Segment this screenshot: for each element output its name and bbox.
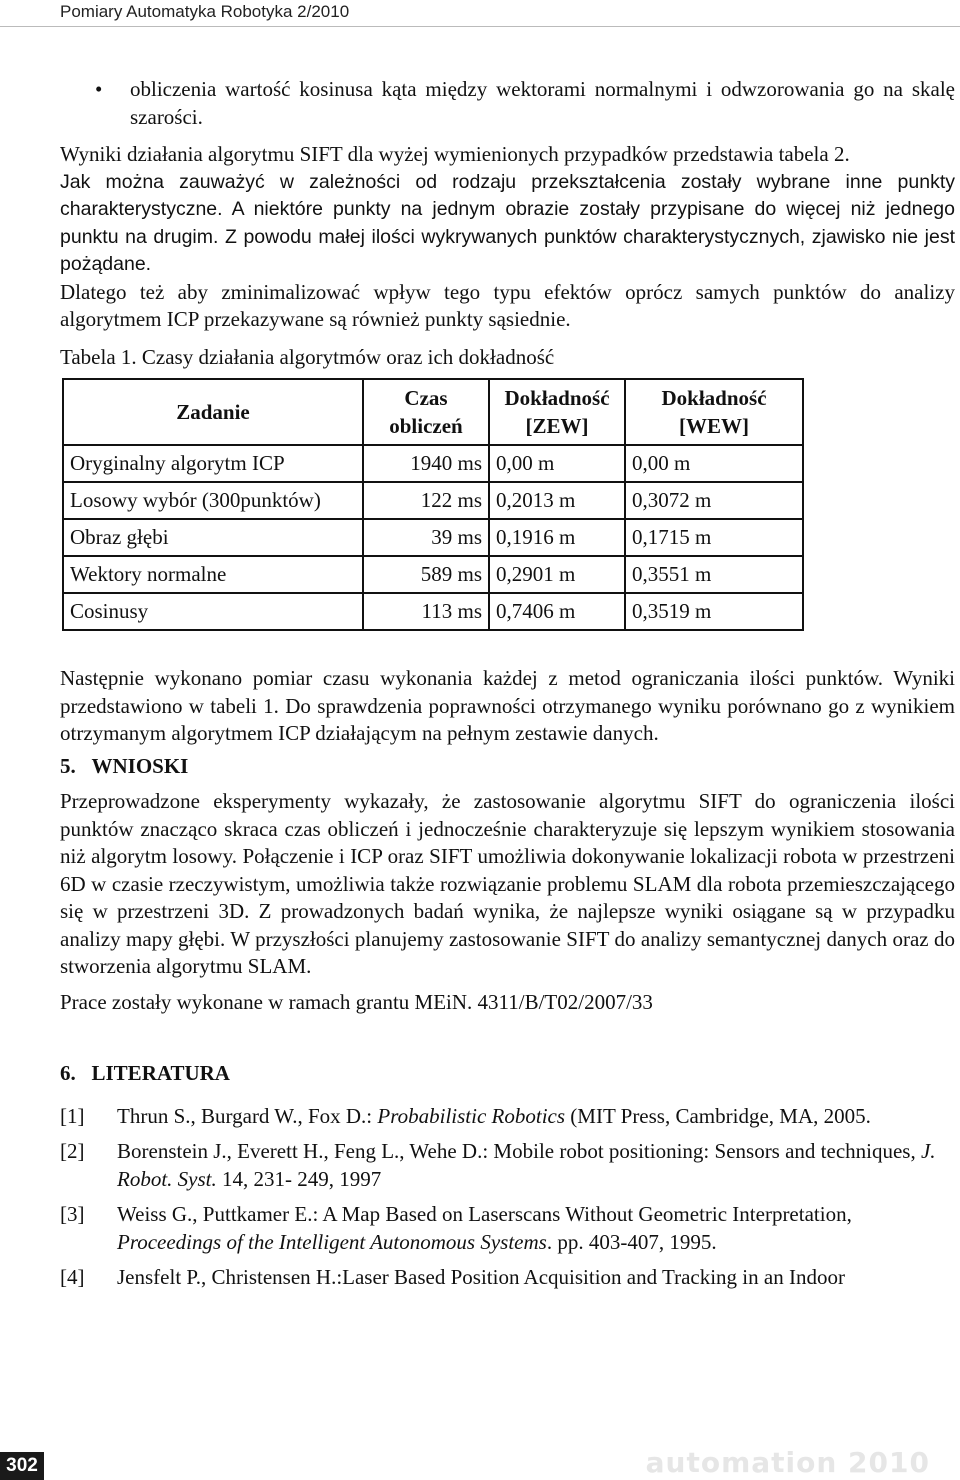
table-cell: 0,3072 m xyxy=(625,482,803,519)
bullet-item xyxy=(60,76,955,131)
table-row xyxy=(63,519,803,556)
table-cell: 0,00 m xyxy=(489,445,625,482)
table-cell: Oryginalny algorytm ICP xyxy=(63,445,363,482)
section-title: WNIOSKI xyxy=(91,753,189,778)
table-cell: 0,3519 m xyxy=(625,593,803,630)
reference-item xyxy=(60,1264,955,1292)
section-number: 6. xyxy=(60,1061,76,1085)
table-cell: 0,1715 m xyxy=(625,519,803,556)
table-caption: Tabela 1. Czasy działania algorytmów oraz ich dokładność xyxy=(60,344,555,369)
reference-title: Probabilistic Robotics xyxy=(377,1103,566,1128)
table-cell: 0,00 m xyxy=(625,445,803,482)
table-cell: 122 ms xyxy=(363,482,489,519)
reference-number: [1] xyxy=(60,1103,85,1128)
table-cell: 39 ms xyxy=(363,519,489,556)
header-cell-accuracy-int: Dokładność [WEW] xyxy=(625,379,803,445)
section-heading-5 xyxy=(60,753,955,781)
table-cell: Wektory normalne xyxy=(63,556,363,593)
table-cell: 1940 ms xyxy=(363,445,489,482)
reference-item xyxy=(60,1201,955,1256)
reference-number: [3] xyxy=(60,1202,85,1226)
reference-number: [2] xyxy=(60,1139,85,1163)
reference-rest: (MIT Press, Cambridge, MA, 2005. xyxy=(565,1103,871,1128)
reference-authors: Thrun S., Burgard W., Fox D.: xyxy=(117,1103,378,1128)
header-cell-accuracy-ext: Dokładność [ZEW] xyxy=(489,379,625,445)
reference-item xyxy=(60,1103,955,1131)
paragraph-3: Dlatego też aby zminimalizować wpływ tego typu efektów oprócz samych punktów do analizy algorytmem ICP przekazywane są również punkty sąsiednie. xyxy=(60,279,955,331)
section-number: 5. xyxy=(60,753,76,778)
table-cell: Losowy wybór (300punktów) xyxy=(63,482,363,519)
table-header-row xyxy=(63,379,803,445)
table-cell: 0,3551 m xyxy=(625,556,803,593)
bullet-text: obliczenia wartość kosinusa kąta między wektorami normalnymi i odwzorowania go na skalę szarości. xyxy=(130,77,955,129)
paragraph-2: Jak można zauważyć w zależności od rodzaju przekształcenia zostały wybrane inne punkty charakterystyczne. A niektóre punkty na jednym obrazie zostały przypisane do więcej niż jednego punktu na drugim. Z powodu małej ilości wykrywanych punktów charakterystycznych, zjawisko nie jest pożądane. xyxy=(60,170,955,275)
reference-rest: . pp. 403-407, 1995. xyxy=(546,1229,717,1254)
bullet-icon: • xyxy=(95,77,103,101)
table-cell: 0,7406 m xyxy=(489,593,625,630)
section-title: LITERATURA xyxy=(91,1061,230,1085)
reference-authors: Weiss G., Puttkamer E.: A Map Based on Laserscans Without Geometric Interpretation, xyxy=(117,1202,852,1226)
table-row xyxy=(63,556,803,593)
paragraph-5: Przeprowadzone eksperymenty wykazały, że zastosowanie algorytmu SIFT do ograniczenia ilości punktów znacząco skraca czas obliczeń i jednocześnie charakteryzuje się lepszym wynikiem stosowania niż algorytm losowy. Połączenie i ICP oraz SIFT umożliwia dokonywanie lokalizacji robota w przestrzeni 6D w czasie rzeczywistym, umożliwia także rozwiązanie problemu SLAM dla robota przemieszczającego się w przestrzeni 3D. Z prowadzonych badań wynika, że najlepsze wyniki osiągane są w przypadku analizy mapy głębi. W przyszłości planujemy zastosowanie SIFT do analizy semantycznej danych oraz do stworzenia algorytmu SLAM. xyxy=(60,789,955,978)
header-rule xyxy=(0,26,960,27)
table-row xyxy=(63,445,803,482)
reference-item xyxy=(60,1138,955,1193)
paragraph-4: Następnie wykonano pomiar czasu wykonania każdej z metod ograniczania ilości punktów. Wyniki przedstawiono w tabeli 1. Do sprawdzenia poprawności otrzymanego wyniku porównano go z wynikiem otrzymanym algorytmem ICP działającym na pełnym zestawie danych. xyxy=(60,666,955,745)
table-row xyxy=(63,482,803,519)
section-heading-6 xyxy=(60,1060,955,1088)
table-cell: Obraz głębi xyxy=(63,519,363,556)
reference-authors: Borenstein J., Everett H., Feng L., Wehe D.: Mobile robot positioning: Sensors and techniques, xyxy=(117,1139,921,1163)
table-cell: 0,1916 m xyxy=(489,519,625,556)
header-cell-time: Czas obliczeń xyxy=(363,379,489,445)
reference-number: [4] xyxy=(60,1265,85,1289)
reference-authors: Jensfelt P., Christensen H.:Laser Based Position Acquisition and Tracking in an Indoor xyxy=(117,1265,845,1289)
reference-title: J. Robot. Syst. xyxy=(117,1139,936,1191)
paragraph-6: Prace zostały wykonane w ramach grantu MEiN. 4311/B/T02/2007/33 xyxy=(60,989,653,1014)
reference-list xyxy=(60,1103,955,1292)
footer-brand: automation 2010 xyxy=(645,1446,930,1479)
table-cell: 113 ms xyxy=(363,593,489,630)
table-row xyxy=(63,593,803,630)
header-cell-task: Zadanie xyxy=(63,379,363,445)
reference-title: Proceedings of the Intelligent Autonomous Systems xyxy=(117,1229,547,1254)
table-cell: 589 ms xyxy=(363,556,489,593)
page-number: 302 xyxy=(0,1452,44,1480)
table-cell: 0,2013 m xyxy=(489,482,625,519)
paragraph-1: Wyniki działania algorytmu SIFT dla wyżej wymienionych przypadków przedstawia tabela 2. xyxy=(60,142,850,166)
table-cell: 0,2901 m xyxy=(489,556,625,593)
page-content xyxy=(60,76,955,1300)
running-header: Pomiary Automatyka Robotyka 2/2010 xyxy=(60,2,350,21)
results-table xyxy=(62,378,804,631)
reference-rest: 14, 231- 249, 1997 xyxy=(216,1166,382,1191)
table-cell: Cosinusy xyxy=(63,593,363,630)
